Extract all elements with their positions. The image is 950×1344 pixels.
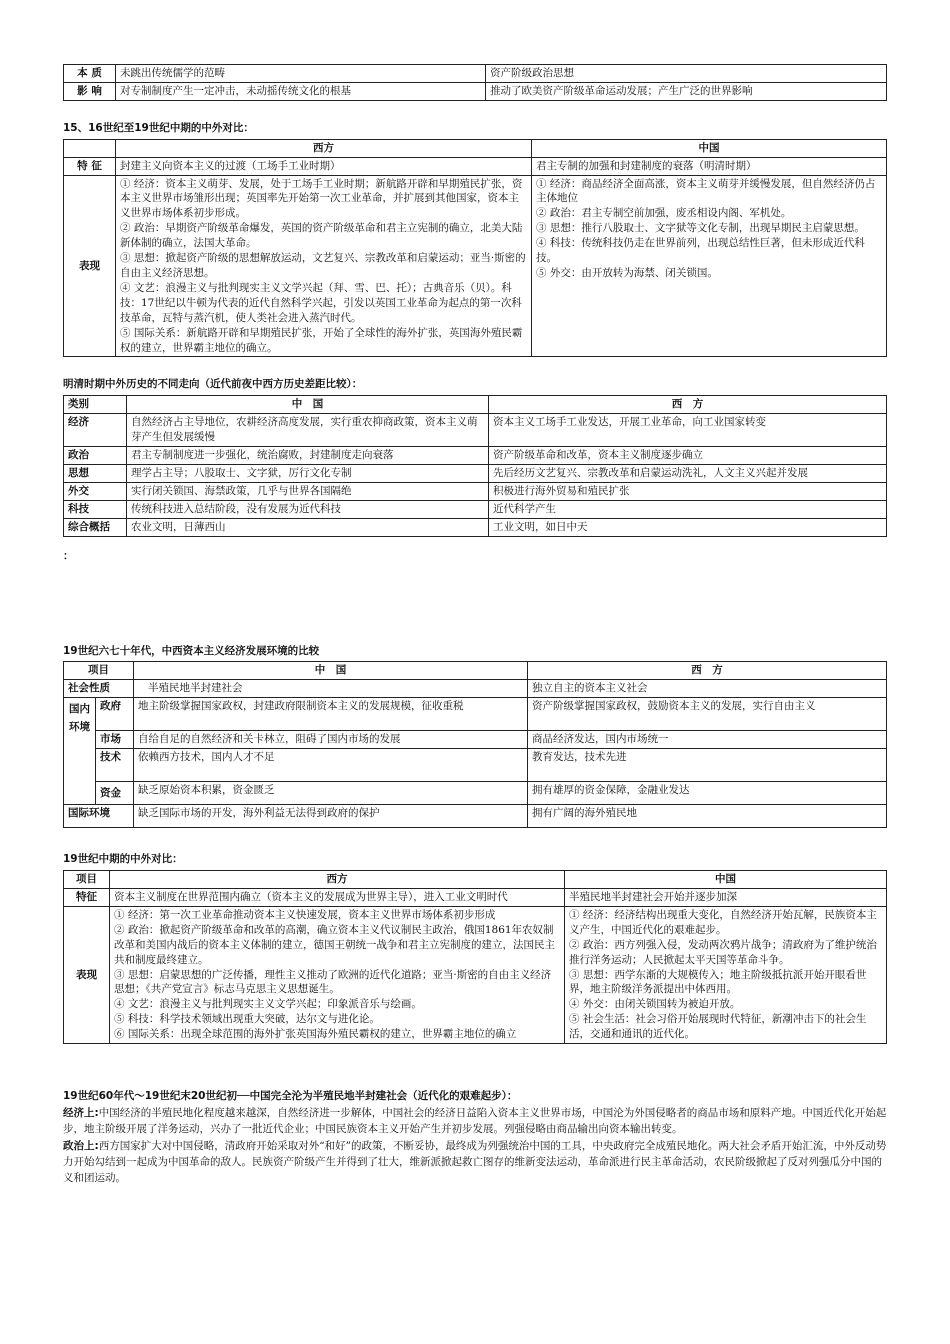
table-header-row <box>64 662 887 680</box>
cell-china: 缺乏国际市场的开发，海外利益无法得到政府的保护 <box>134 805 528 828</box>
cell-china: 缺乏原始资本积累，资金匮乏 <box>134 782 528 805</box>
header-china: 中 国 <box>134 662 528 680</box>
cell-west <box>116 175 532 357</box>
list-item: ③ 思想：推行八股取士、文字狱等文化专制，出现早期民主启蒙思想。 <box>536 222 865 235</box>
section-title: 19世纪中期的中外对比： <box>63 853 183 866</box>
list-item: ① 经济：商品经济全面高涨，资本主义萌芽并缓慢发展，但自然经济仍占主体地位 <box>536 177 876 205</box>
cell-west: 商品经济发达，国内市场统一 <box>528 731 887 749</box>
cell-china: 依赖西方技术，国内人才不足 <box>134 749 528 782</box>
list-item: ⑥ 国际关系：出现全球范围的海外扩张英国海外殖民霸权的建立，世界霸主地位的确立 <box>114 1028 517 1041</box>
cell-china <box>532 175 887 357</box>
cell-west: 资本主义工场手工业发达，开展工业革命，向工业国家转变 <box>489 414 887 447</box>
table-row <box>64 698 887 731</box>
paragraph-text: 西方国家扩大对中国侵略，清政府开始采取对外“和好”的政策，不断妥协，最终成为列强统治中国的工具，中央政府完全成殖民地化。两大社会矛盾开始汇流，中外反动势力开始勾结到一起成为中国革命的敌人。民族资产阶级产生并得到了壮大，维新派掀起救亡图存的维新变法运动，革命派进行民主革命活动，农民阶级掀起了反对列强瓜分中国的义和团运动。 <box>63 1139 887 1185</box>
list-item: ③ 思想：掀起资产阶级的思想解放运动，文艺复兴、宗教改革和启蒙运动；亚当·斯密的自由主义经济思想。 <box>120 252 526 279</box>
row-label: 外交 <box>64 482 127 500</box>
row-label: 科技 <box>64 500 127 518</box>
header-china: 中国 <box>532 139 887 157</box>
cell-west: 拥有广阔的海外殖民地 <box>528 805 887 828</box>
cell-west: 封建主义向资本主义的过渡（工场手工业时期） <box>116 157 532 175</box>
row-label-domestic: 国内环境 <box>64 698 96 805</box>
table-row <box>64 749 887 782</box>
cell-west: 未跳出传统儒学的范畴 <box>116 65 486 83</box>
list-item: ④ 科技：传统科技仍走在世界前列，出现总结性巨著，但未形成近代科技。 <box>536 237 865 265</box>
row-label-performance: 表现 <box>64 906 110 1043</box>
list-item: ④ 外交：由闭关锁国转为被迫开放。 <box>569 998 741 1011</box>
paragraph-lead: 政治上: <box>63 1139 99 1152</box>
table-header-row <box>64 139 887 157</box>
ideology-comparison-table <box>63 64 887 101</box>
cell-west <box>110 906 565 1043</box>
sub-label: 政府 <box>96 698 134 731</box>
section-title: 明清时期中外历史的不同走向（近代前夜中西方历史差距比较）： <box>63 378 363 391</box>
list-item: ② 政治：西方列强入侵，发动两次鸦片战争；清政府为了维护统治推行洋务运动；人民掀起太平天国等革命斗争。 <box>569 938 877 966</box>
page-content <box>63 64 887 1186</box>
section-title: 15、16世纪至19世纪中期的中外对比： <box>63 121 254 134</box>
cell-china: 地主阶级掌握国家政权，封建政府限制资本主义的发展规模，征收重税 <box>134 698 528 731</box>
header-empty <box>64 139 116 157</box>
comparison-table-15-19c <box>63 139 887 358</box>
header-item: 项目 <box>64 662 134 680</box>
list-item: ④ 文艺：浪漫主义与批判现实主义文学兴起；印象派音乐与绘画。 <box>114 998 422 1011</box>
paragraph-economy <box>63 1105 887 1138</box>
table-row <box>64 157 887 175</box>
list-item: ② 政治：君主专制空前加强，废丞相设内阁、军机处。 <box>536 207 792 220</box>
cell-china: 自给自足的自然经济和关卡林立，阻碍了国内市场的发展 <box>134 731 528 749</box>
sub-label: 技术 <box>96 749 134 782</box>
list-item: ② 政治：早期资产阶级革命爆发，英国的资产阶级革命和君主立宪制的确立，北美大陆新体制的确立，法国大革命。 <box>120 222 523 250</box>
row-label-feature: 特 征 <box>64 157 116 175</box>
header-china: 中 国 <box>127 396 489 414</box>
row-label: 综合概括 <box>64 518 127 536</box>
cell-east: 资产阶级政治思想 <box>486 65 887 83</box>
row-label: 思想 <box>64 464 127 482</box>
list-item: ① 经济：第一次工业革命推动资本主义快速发展，资本主义世界市场体系初步形成 <box>114 908 496 921</box>
cell-west: 拥有雄厚的资金保障，金融业发达 <box>528 782 887 805</box>
cell-west: 资产阶级掌握国家政权，鼓励资本主义的发展，实行自由主义 <box>528 698 887 731</box>
cell-west: 对专制制度产生一定冲击，未动摇传统文化的根基 <box>116 82 486 100</box>
paragraph-lead: 经济上: <box>63 1106 99 1119</box>
header-west: 西方 <box>116 139 532 157</box>
table-row <box>64 906 887 1043</box>
table-row <box>64 805 887 828</box>
stray-colon: ： <box>63 549 74 562</box>
list-item: ① 经济：资本主义萌芽、发展，处于工场手工业时期；新航路开辟和早期殖民扩张，资本主义世界市场雏形出现；英国率先开始第一次工业革命，并扩展到其他国家，资本主义世界市场体系初步形成。 <box>120 177 523 220</box>
cell-west: 积极进行海外贸易和殖民扩张 <box>489 482 887 500</box>
header-item: 项目 <box>64 871 110 889</box>
table-row <box>64 518 887 536</box>
list-item: ⑤ 科技：科学技术领域出现重大突破，达尔文与进化论。 <box>114 1013 380 1026</box>
table-row <box>64 680 887 698</box>
table-row <box>64 447 887 465</box>
mid-19c-comparison-table <box>63 870 887 1044</box>
header-category: 类别 <box>64 396 127 414</box>
table-row <box>64 65 887 83</box>
header-west: 西方 <box>110 871 565 889</box>
cell-china: 半殖民地半封建社会开始并逐步加深 <box>565 889 887 907</box>
cell-west: 教育发达，技术先进 <box>528 749 887 782</box>
row-label-feature: 特征 <box>64 889 110 907</box>
cell-west: 资本主义制度在世界范围内确立（资本主义的发展成为世界主导），进入工业文明时代 <box>110 889 565 907</box>
cell-china: 半殖民地半封建社会 <box>134 680 528 698</box>
table-row <box>64 82 887 100</box>
cell-west: 资产阶级革命和改革，资本主义制度逐步确立 <box>489 447 887 465</box>
table-row <box>64 500 887 518</box>
cell-china: 农业文明，日薄西山 <box>127 518 489 536</box>
cell-west: 先后经历文艺复兴、宗教改革和启蒙运动洗礼，人文主义兴起并发展 <box>489 464 887 482</box>
cell-china: 实行闭关锁国、海禁政策，几乎与世界各国隔绝 <box>127 482 489 500</box>
cell-china: 君主专制的加强和封建制度的衰落（明清时期） <box>532 157 887 175</box>
cell-west: 工业文明，如日中天 <box>489 518 887 536</box>
list-item: ④ 文艺：浪漫主义与批判现实主义文学兴起（拜、雪、巴、托）；古典音乐（贝）。科技：17世纪以牛顿为代表的近代自然科学兴起，引发以英国工业革命为起点的第一次科技革命，瓦特与蒸汽机，使人类社会进入蒸汽时代。 <box>120 281 522 324</box>
list-item: ① 经济：经济结构出现重大变化，自然经济开始瓦解，民族资本主义产生，中国近代化的艰难起步。 <box>569 908 877 936</box>
table-header-row <box>64 871 887 889</box>
list-item: ⑤ 社会生活：社会习俗开始展现时代特征，新潮冲击下的社会生活，交通和通讯的近代化。 <box>569 1013 867 1041</box>
row-label-influence: 影 响 <box>64 82 116 100</box>
row-label: 政治 <box>64 447 127 465</box>
list-item: ⑤ 外交：由开放转为海禁、闭关锁国。 <box>536 266 718 279</box>
row-label-international: 国际环境 <box>64 805 134 828</box>
list-item: ③ 思想：西学东渐的大规模传入；地主阶级抵抗派开始开眼看世界，地主阶级洋务派提出中体西用。 <box>569 968 867 996</box>
header-west: 西 方 <box>528 662 887 680</box>
table-header-row <box>64 396 887 414</box>
table-row <box>64 782 887 805</box>
economic-environment-table <box>63 661 887 828</box>
list-item: ③ 思想：启蒙思想的广泛传播，理性主义推动了欧洲的近代化道路；亚当·斯密的自由主义经济思想；《共产党宣言》标志马克思主义思想诞生。 <box>114 968 552 996</box>
row-label-nature: 社会性质 <box>64 680 134 698</box>
header-china: 中国 <box>565 871 887 889</box>
cell-west: 近代科学产生 <box>489 500 887 518</box>
table-row <box>64 482 887 500</box>
row-label-nature: 本 质 <box>64 65 116 83</box>
table-row <box>64 731 887 749</box>
paragraph-text: 中国经济的半殖民地化程度越来越深，自然经济进一步解体，中国社会的经济日益陷入资本主义世界市场，中国沦为外国侵略者的商品市场和原料产地。中国近代化开始起步，地主阶级开展了洋务运动，兴办了一批近代企业；中国民族资本主义开始产生并初步发展。列强侵略由商品输出向资本输出转变。 <box>63 1106 887 1136</box>
list-item: ② 政治：掀起资产阶级革命和改革的高潮，确立资本主义代议制民主政治，俄国1861年农奴制改革和美国内战后的资本主义体制的建立，德国王朝统一战争和君主立宪制度的建立，法国民主共和制度最终建立。 <box>114 923 555 966</box>
paragraph-politics <box>63 1138 887 1187</box>
table-row <box>64 889 887 907</box>
sub-label: 资金 <box>96 782 134 805</box>
cell-west: 独立自主的资本主义社会 <box>528 680 887 698</box>
sub-label: 市场 <box>96 731 134 749</box>
cell-china: 传统科技进入总结阶段，没有发展为近代科技 <box>127 500 489 518</box>
table-row <box>64 414 887 447</box>
table-row <box>64 175 887 357</box>
ming-qing-comparison-table <box>63 395 887 536</box>
table-row <box>64 464 887 482</box>
section-title: 19世纪六七十年代，中西资本主义经济发展环境的比较 <box>63 644 320 657</box>
cell-china: 理学占主导；八股取士、文字狱，厉行文化专制 <box>127 464 489 482</box>
row-label: 经济 <box>64 414 127 447</box>
section-title: 19世纪60年代～19世纪末20世纪初──中国完全沦为半殖民地半封建社会（近代化的艰难起步）： <box>63 1090 518 1103</box>
header-west: 西 方 <box>489 396 887 414</box>
cell-china: 君主专制制度进一步强化，统治腐败，封建制度走向衰落 <box>127 447 489 465</box>
list-item: ⑤ 国际关系：新航路开辟和早期殖民扩张，开始了全球性的海外扩张，英国海外殖民霸权的建立，世界霸主地位的确立。 <box>120 326 523 354</box>
cell-china: 自然经济占主导地位，农耕经济高度发展，实行重农抑商政策，资本主义萌芽产生但发展缓慢 <box>127 414 489 447</box>
row-label-performance: 表现 <box>64 175 116 357</box>
cell-china <box>565 906 887 1043</box>
cell-east: 推动了欧美资产阶级革命运动发展；产生广泛的世界影响 <box>486 82 887 100</box>
